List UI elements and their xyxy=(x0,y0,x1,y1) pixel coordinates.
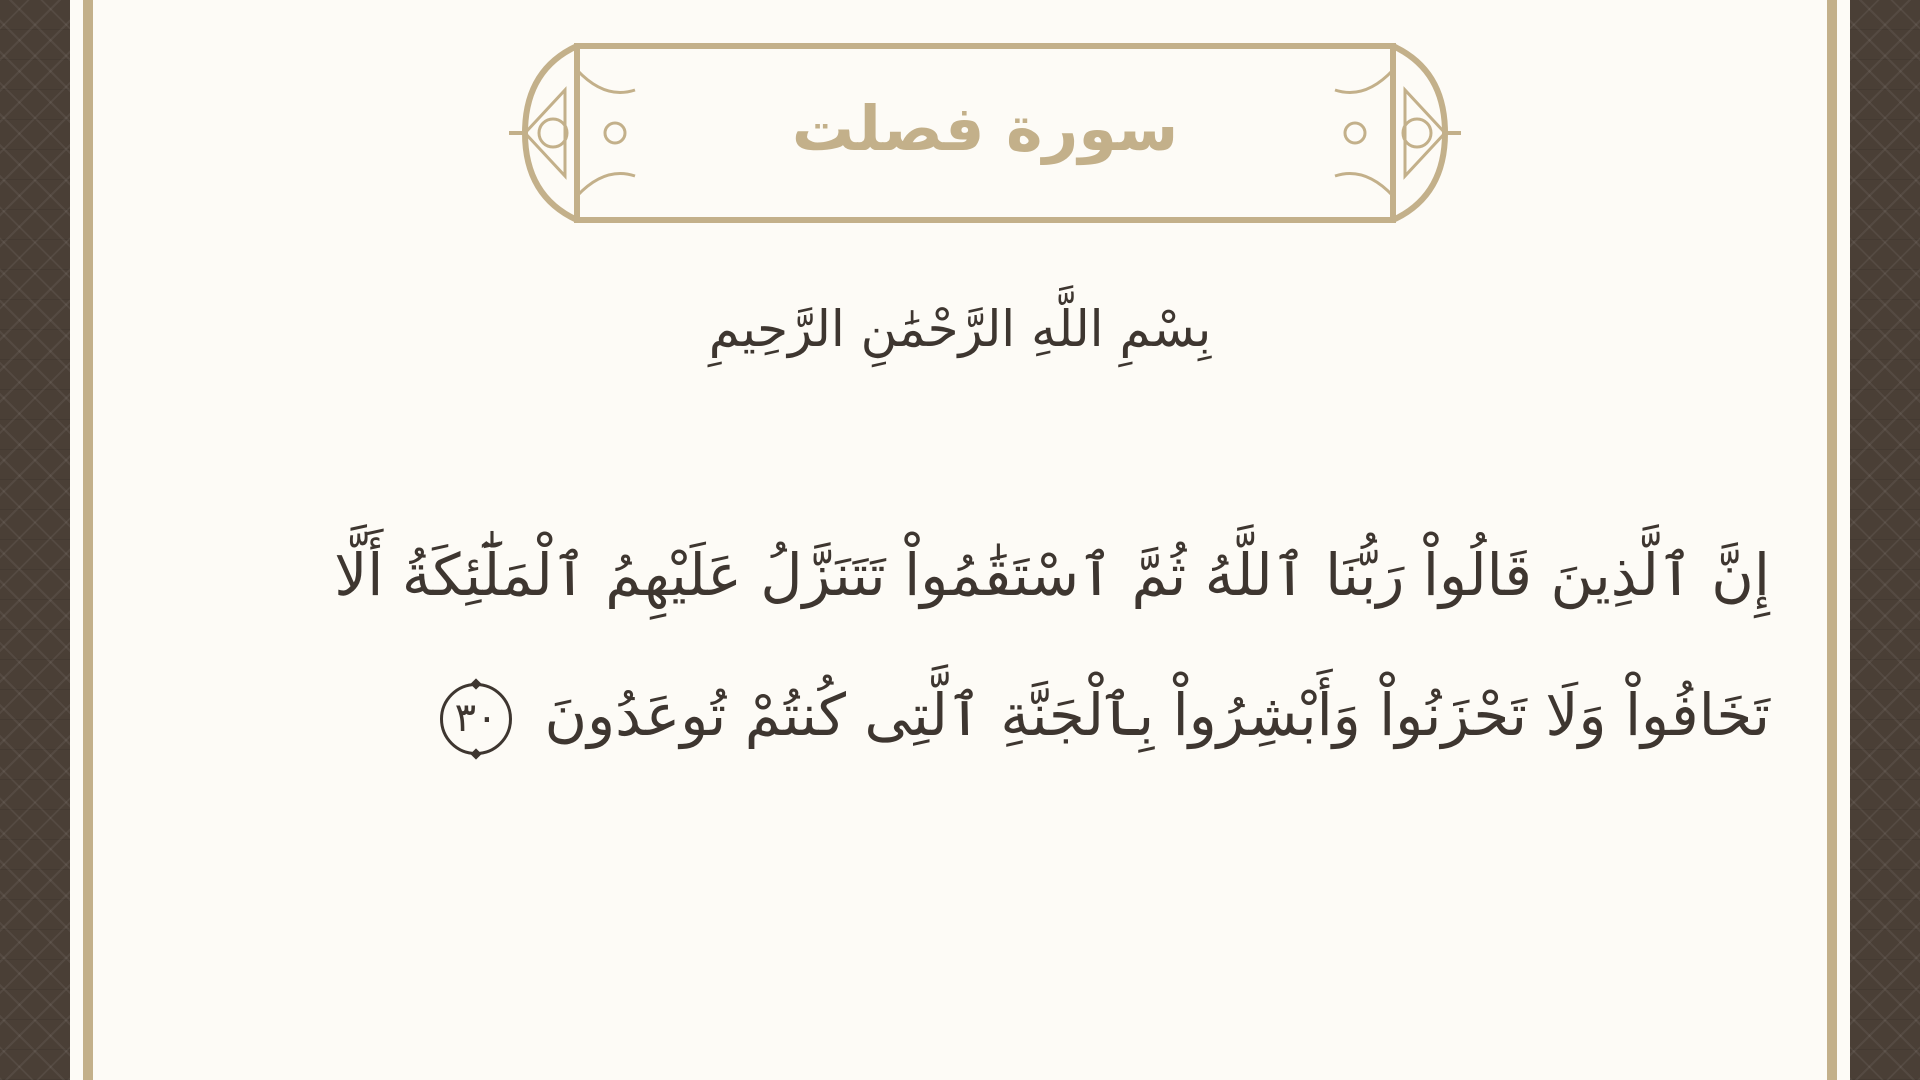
page xyxy=(70,0,1850,1080)
left-gold-rule xyxy=(83,0,93,1080)
surah-title-frame xyxy=(505,40,1465,226)
right-gold-rule xyxy=(1827,0,1837,1080)
surah-title: سورة فصلت xyxy=(791,92,1179,165)
verse-text: إِنَّ ٱلَّذِينَ قَالُواْ رَبُّنَا ٱللَّهُ ثُمَّ ٱسْتَقَٰمُواْ تَتَنَزَّلُ عَلَيْهِمُ ٱلْمَلَٰٓئِكَةُ أَلَّا تَخَافُواْ وَلَا تَحْزَنُواْ وَأَبْشِرُواْ بِٱلْجَنَّةِ ٱلَّتِى كُنتُمْ تُوعَدُونَ xyxy=(334,541,1770,749)
verse-number-marker xyxy=(440,683,512,755)
right-ornamental-border xyxy=(1850,0,1920,1080)
verse-number: ٣٠ xyxy=(454,694,498,741)
basmala: بِسْمِ اللَّهِ الرَّحْمَٰنِ الرَّحِيمِ xyxy=(708,300,1212,358)
left-ornamental-border xyxy=(0,0,70,1080)
verse-block xyxy=(270,505,1770,785)
